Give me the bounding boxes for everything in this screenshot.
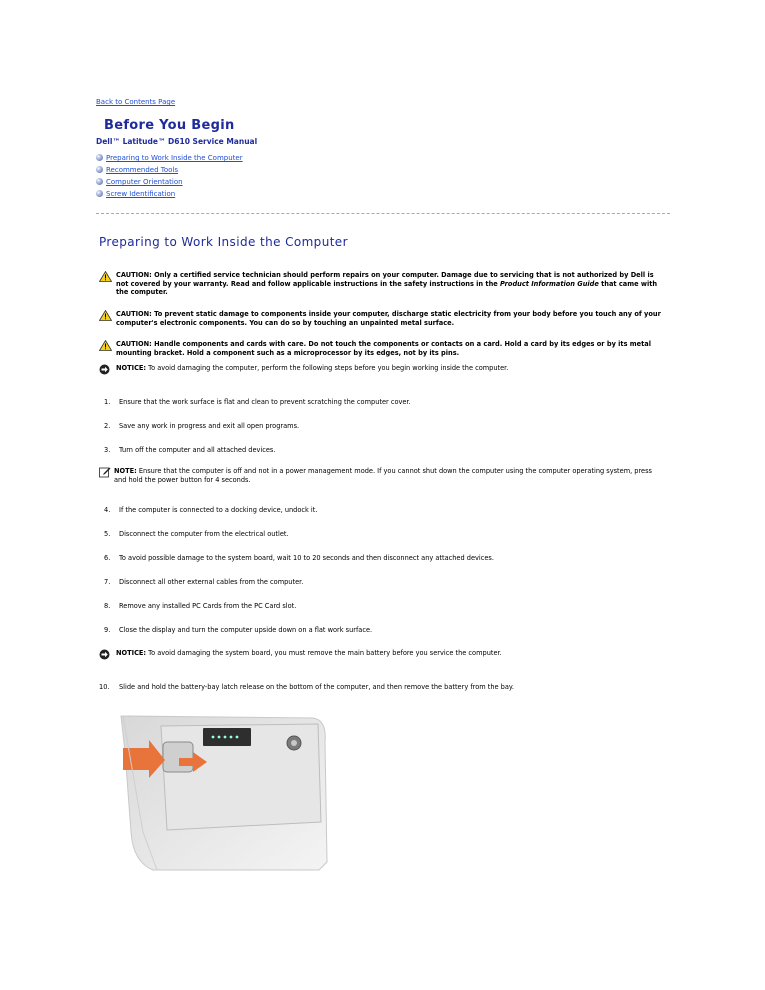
caution-callout	[99, 271, 665, 301]
notice-icon	[99, 649, 110, 660]
list-item: 3. Turn off the computer and all attached devices.	[104, 446, 276, 454]
list-item: 10. Slide and hold the battery-bay latch release on the bottom of the computer, and then remove the battery from the bay.	[99, 683, 514, 691]
toc-item	[96, 178, 183, 186]
bullet-icon	[96, 190, 103, 197]
note-callout	[99, 467, 665, 487]
page-subtitle: Dell™ Latitude™ D610 Service Manual	[96, 137, 258, 146]
bullet-icon	[96, 166, 103, 173]
list-item: 6. To avoid possible damage to the system board, wait 10 to 20 seconds and then disconnect any attached devices.	[104, 554, 494, 562]
list-item: 4. If the computer is connected to a docking device, undock it.	[104, 506, 318, 514]
notice-callout	[99, 364, 665, 376]
list-item: 5. Disconnect the computer from the electrical outlet.	[104, 530, 289, 538]
notice-icon	[99, 364, 110, 375]
toc-item	[96, 190, 175, 198]
section-divider	[96, 213, 670, 214]
page-title: Before You Begin	[104, 118, 235, 133]
section-title: Preparing to Work Inside the Computer	[99, 235, 348, 249]
list-item: 8. Remove any installed PC Cards from the PC Card slot.	[104, 602, 297, 610]
toc-link-preparing[interactable]: Preparing to Work Inside the Computer	[106, 154, 243, 162]
list-item: 7. Disconnect all other external cables from the computer.	[104, 578, 304, 586]
bullet-icon	[96, 178, 103, 185]
caution-callout	[99, 310, 665, 330]
notice-text: NOTICE: To avoid damaging the computer, perform the following steps before you begin working inside the computer.	[116, 364, 509, 372]
caution-text: CAUTION: To prevent static damage to components inside your computer, discharge static electricity from your body before you touch any of your computer's electronic components. You can do so by touching an unpainted metal surface.	[116, 310, 661, 327]
notice-callout	[99, 649, 665, 661]
list-item: 2. Save any work in progress and exit all open programs.	[104, 422, 300, 430]
toc-item	[96, 166, 178, 174]
caution-triangle-icon	[99, 271, 112, 282]
note-pencil-icon	[99, 467, 111, 478]
list-item: 9. Close the display and turn the computer upside down on a flat work surface.	[104, 626, 373, 634]
caution-text: CAUTION: Handle components and cards with care. Do not touch the components or contacts on a card. Hold a card by its edges or by its metal mounting bracket. Hold a component such as a microprocessor by its edges, not by its pins.	[116, 340, 652, 357]
toc-link-orientation[interactable]: Computer Orientation	[106, 178, 183, 186]
bullet-icon	[96, 154, 103, 161]
caution-triangle-icon	[99, 310, 112, 321]
caution-text: CAUTION: Only a certified service technician should perform repairs on your computer. Damage due to servicing that is not authorized by Dell is not covered by your warranty. Read and follow applicable instructions in the safety instructions in the Product Information Guide that came with the computer.	[116, 271, 658, 297]
toc-link-tools[interactable]: Recommended Tools	[106, 166, 179, 174]
note-text: NOTE: Ensure that the computer is off and not in a power management mode. If you cannot shut down the computer using the computer operating system, press and hold the power button for 4 seconds.	[114, 467, 652, 484]
back-to-contents-link[interactable]: Back to Contents Page	[96, 98, 176, 106]
list-item: 1. Ensure that the work surface is flat and clean to prevent scratching the computer cover.	[104, 398, 411, 406]
toc-item	[96, 154, 243, 162]
caution-callout	[99, 340, 665, 360]
caution-triangle-icon	[99, 340, 112, 351]
notice-text: NOTICE: To avoid damaging the system board, you must remove the main battery before you service the computer.	[116, 649, 502, 657]
toc-link-screws[interactable]: Screw Identification	[106, 190, 176, 198]
battery-removal-illustration	[113, 712, 331, 872]
